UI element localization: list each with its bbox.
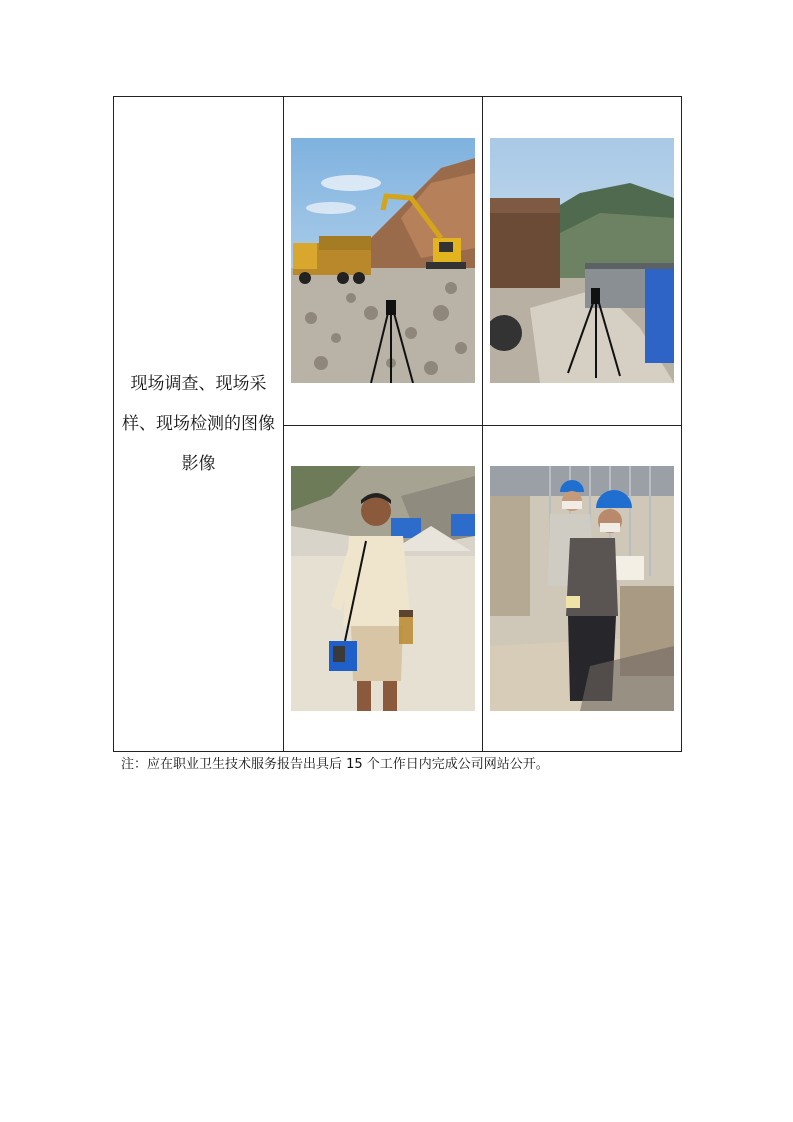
- row-divider: [284, 425, 682, 426]
- photo-quarry-excavator: [291, 138, 475, 383]
- photo-workers-hopper: [490, 466, 674, 711]
- table-label-cell: [114, 97, 284, 751]
- image-record-table: [113, 96, 682, 752]
- column-divider: [482, 97, 483, 751]
- photo-worker-sampler: [291, 466, 475, 711]
- table-label: 现场调查、现场采样、现场检测的图像影像: [122, 374, 275, 474]
- photo-truck-crusher: [490, 138, 674, 383]
- footnote: 注：应在职业卫生技术服务报告出具后 15 个工作日内完成公司网站公开。: [121, 757, 549, 772]
